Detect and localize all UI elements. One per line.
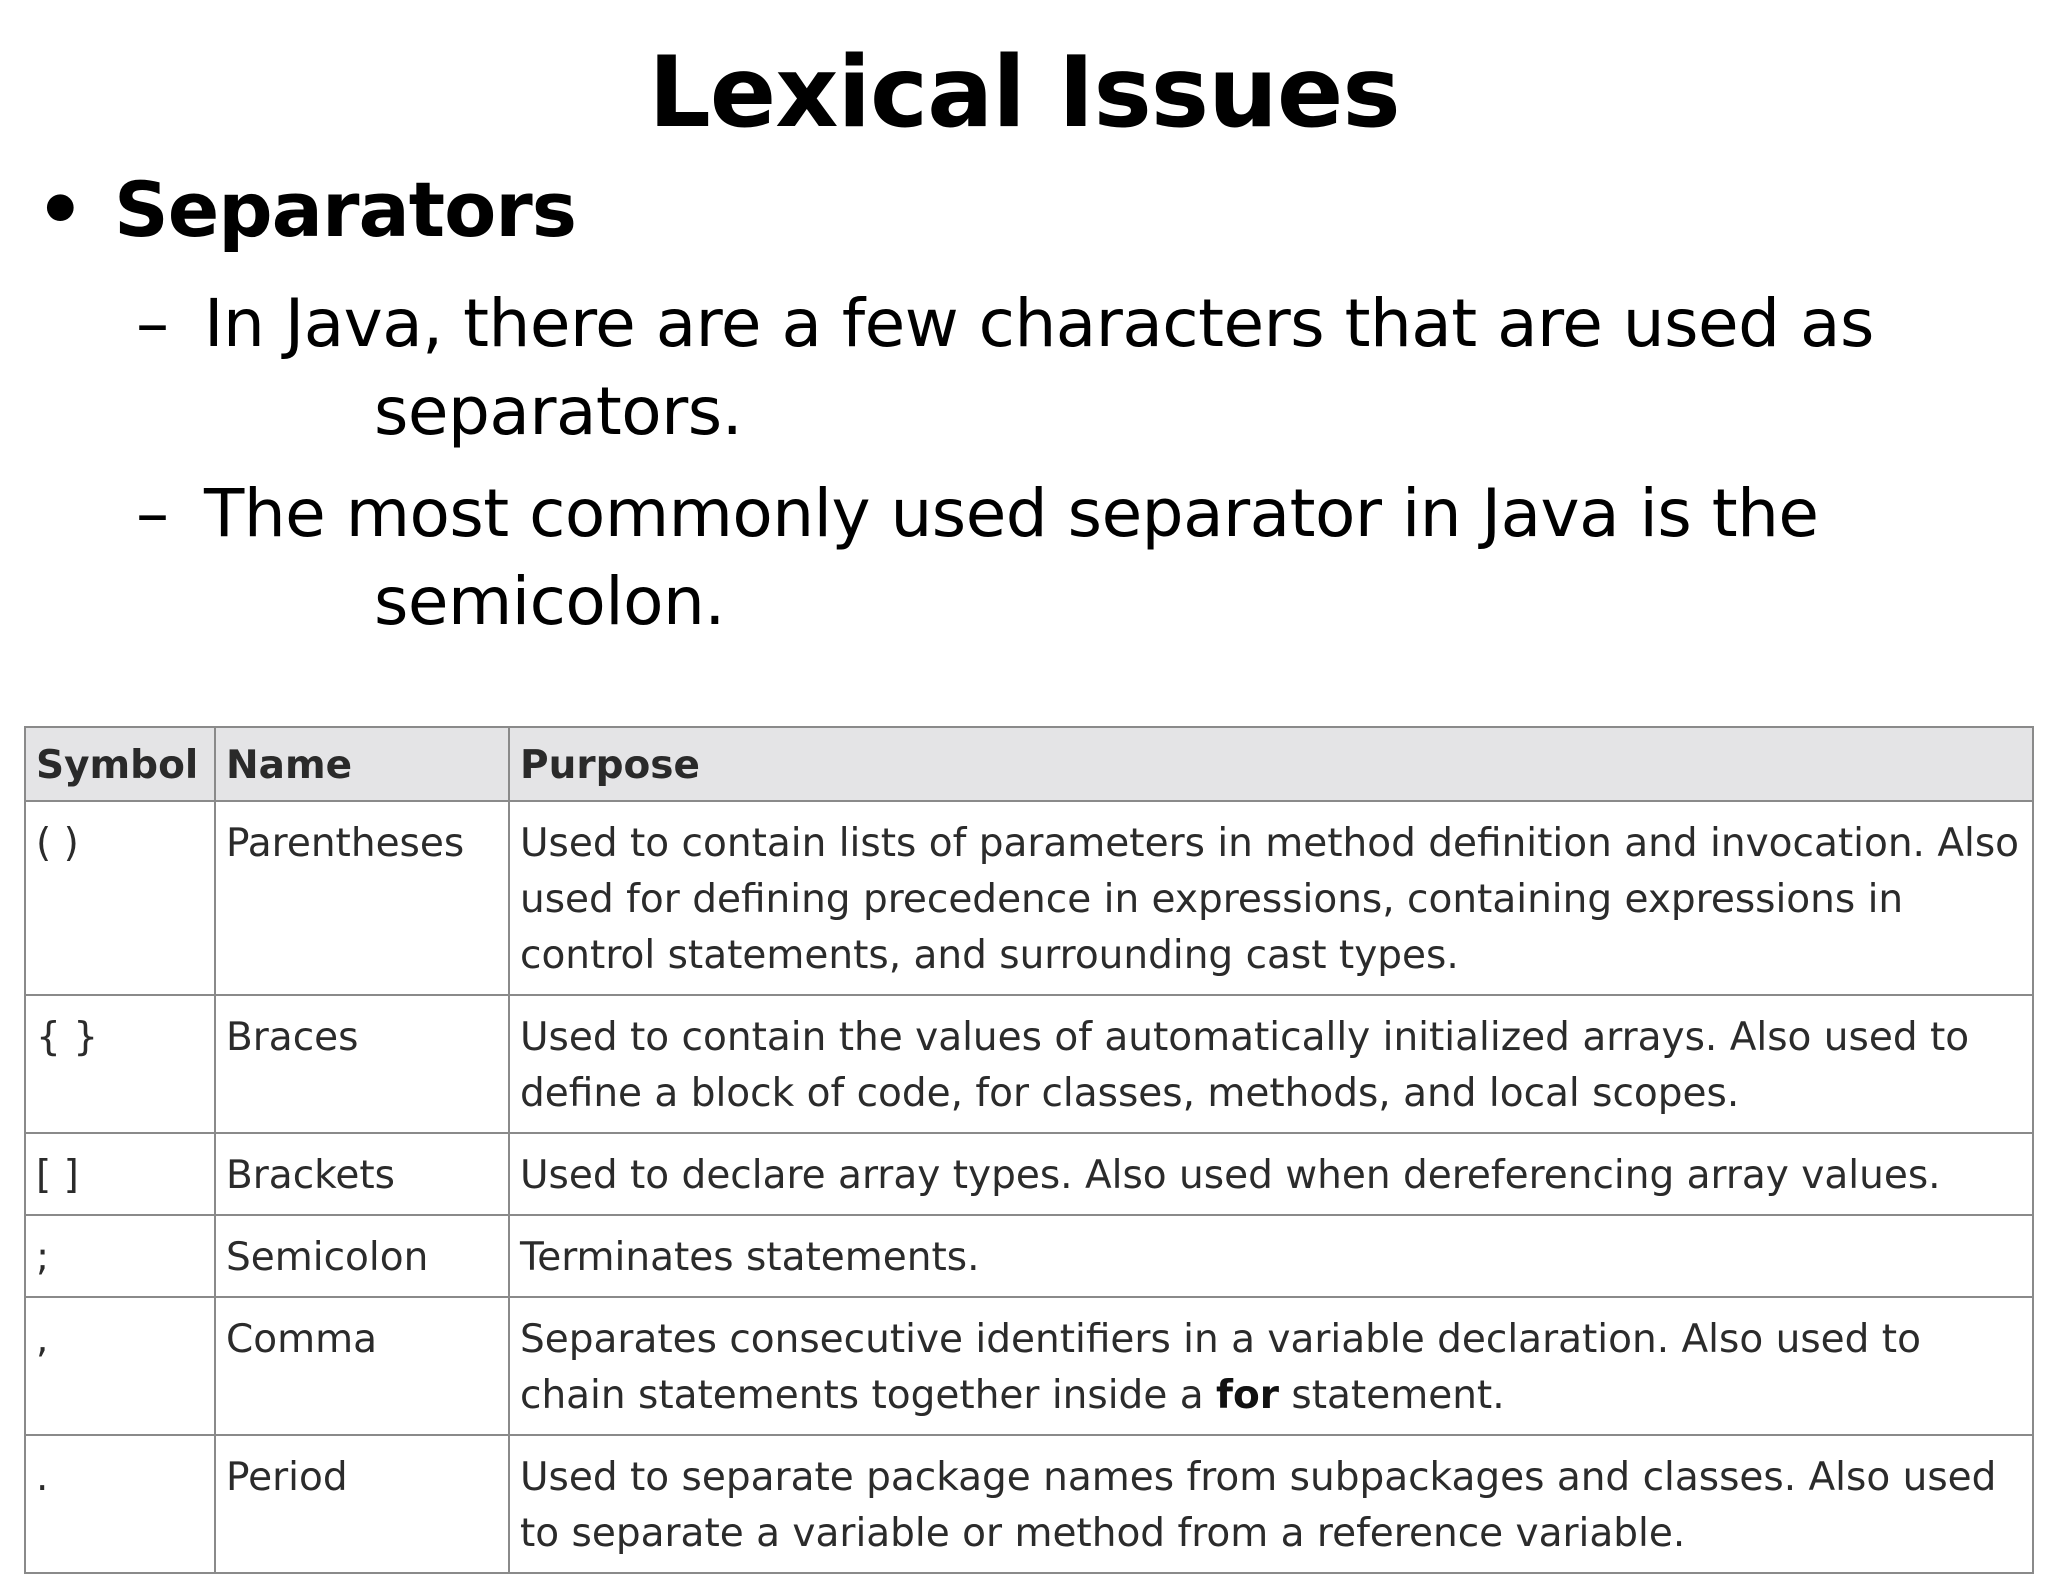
table-header-row xyxy=(25,727,2033,801)
cell-purpose: Terminates statements. xyxy=(509,1215,2033,1297)
cell-symbol: [ ] xyxy=(25,1133,215,1215)
cell-name: Brackets xyxy=(215,1133,509,1215)
table-row xyxy=(25,995,2033,1133)
cell-purpose: Used to contain lists of parameters in method definition and invocation. Also used for defining precedence in expressions, containing expressions in control statements, and surrounding cast types. xyxy=(509,801,2033,995)
bullet-dot-icon: • xyxy=(36,165,84,254)
cell-name: Parentheses xyxy=(215,801,509,995)
sub-point-2-line1: The most commonly used separator in Java is the xyxy=(204,475,1819,552)
cell-purpose xyxy=(509,1297,2033,1435)
cell-symbol: ( ) xyxy=(25,801,215,995)
for-keyword: for xyxy=(1216,1373,1280,1418)
table-row xyxy=(25,1297,2033,1435)
cell-name: Comma xyxy=(215,1297,509,1435)
cell-purpose: Used to separate package names from subpackages and classes. Also used to separate a variable or method from a reference variable. xyxy=(509,1435,2033,1573)
bullet-separators-label: Separators xyxy=(114,165,576,254)
cell-name: Semicolon xyxy=(215,1215,509,1297)
sub-point-1 xyxy=(136,280,1874,456)
dash-icon: – xyxy=(136,475,169,552)
cell-symbol: { } xyxy=(25,995,215,1133)
header-name: Name xyxy=(215,727,509,801)
table-row xyxy=(25,1435,2033,1573)
purpose-text: Separates consecutive identifiers in a variable declaration. Also used to chain statements together inside a xyxy=(520,1317,1921,1418)
sub-point-1-line1: In Java, there are a few characters that are used as xyxy=(204,285,1874,362)
table-row xyxy=(25,1215,2033,1297)
cell-name: Braces xyxy=(215,995,509,1133)
sub-point-2 xyxy=(136,470,1819,646)
cell-symbol: ; xyxy=(25,1215,215,1297)
slide-title: Lexical Issues xyxy=(648,36,1400,150)
bullet-separators xyxy=(36,160,576,260)
table-row xyxy=(25,801,2033,995)
cell-symbol: . xyxy=(25,1435,215,1573)
table-row xyxy=(25,1133,2033,1215)
header-symbol: Symbol xyxy=(25,727,215,801)
cell-symbol: , xyxy=(25,1297,215,1435)
header-purpose: Purpose xyxy=(509,727,2033,801)
cell-name: Period xyxy=(215,1435,509,1573)
separators-table xyxy=(24,726,2034,1574)
sub-point-1-line2: separators. xyxy=(374,373,743,450)
cell-purpose: Used to contain the values of automatically initialized arrays. Also used to define a block of code, for classes, methods, and local scopes. xyxy=(509,995,2033,1133)
sub-point-2-line2: semicolon. xyxy=(374,563,725,640)
cell-purpose: Used to declare array types. Also used when dereferencing array values. xyxy=(509,1133,2033,1215)
purpose-text-end: statement. xyxy=(1279,1373,1505,1418)
dash-icon: – xyxy=(136,285,169,362)
